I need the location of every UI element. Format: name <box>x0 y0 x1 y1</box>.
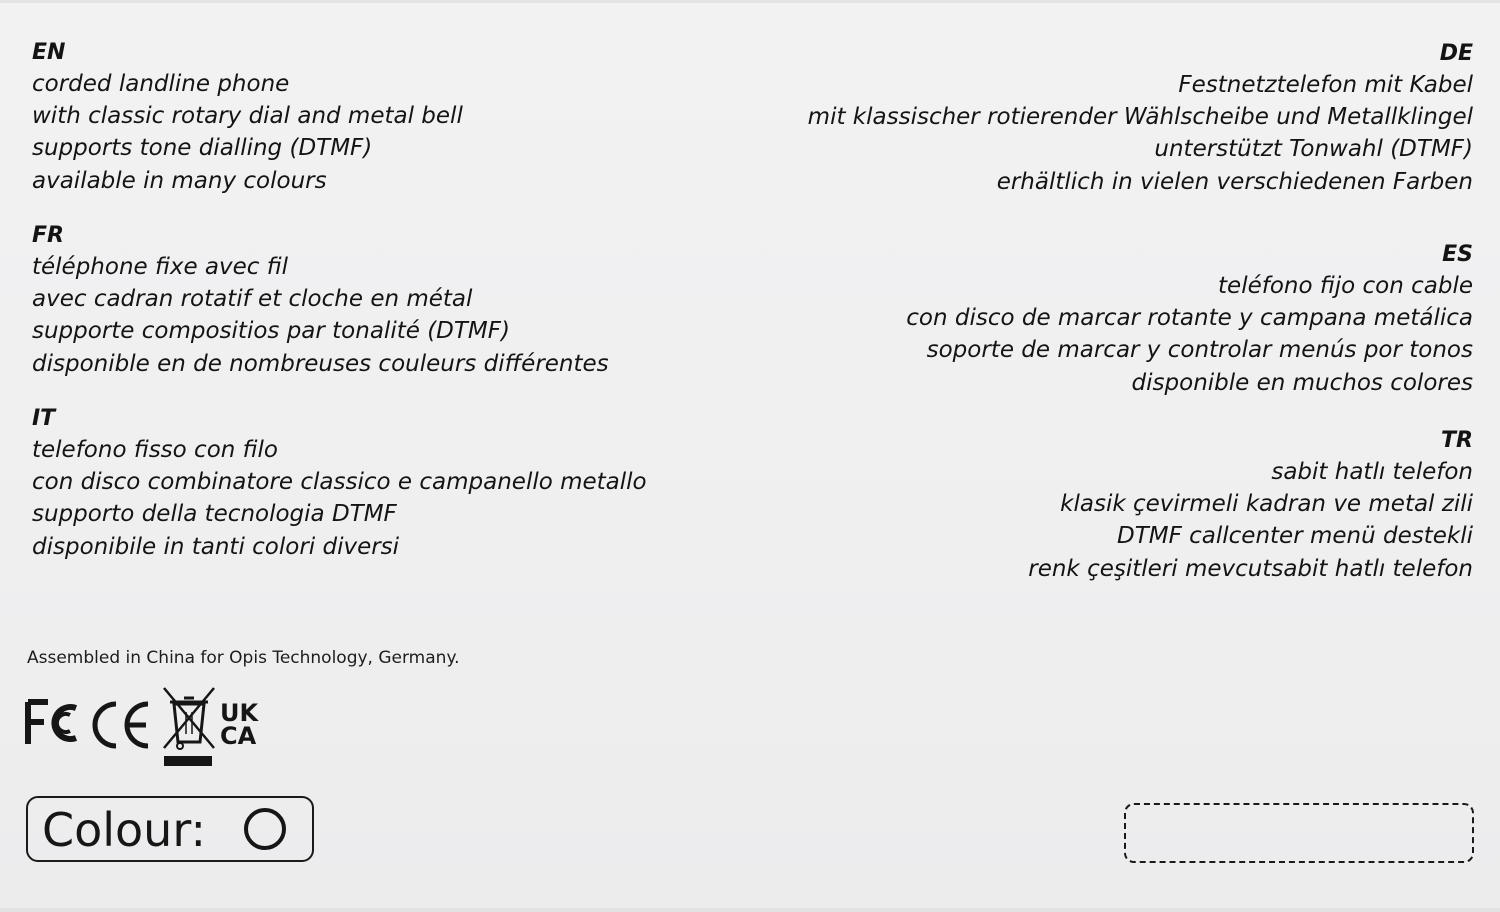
section-it <box>32 404 647 563</box>
section-de <box>808 39 1473 198</box>
en-line-4: available in many colours <box>32 167 327 194</box>
colour-label: Colour: <box>42 803 206 857</box>
ukca-bottom-text: CA <box>220 722 257 750</box>
tr-line-3: DTMF callcenter menü destekli <box>1117 523 1473 550</box>
de-line-3: unterstützt Tonwahl (DTMF) <box>1154 136 1473 163</box>
it-line-2: con disco combinatore classico e campanello metallo <box>32 469 647 496</box>
language-code-tr: TR <box>1441 428 1473 453</box>
assembled-note: Assembled in China for Opis Technology, Germany. <box>27 648 460 668</box>
fr-line-3: supporte compositios par tonalité (DTMF) <box>32 318 510 345</box>
colour-circle-icon <box>244 808 286 850</box>
de-line-2: mit klassischer rotierender Wählscheibe und Metallklingel <box>807 104 1473 131</box>
section-fr <box>32 221 609 380</box>
fr-line-4: disponible en de nombreuses couleurs différentes <box>32 350 609 377</box>
es-line-1: teléfono fijo con cable <box>1218 273 1473 299</box>
section-tr <box>1028 426 1473 585</box>
language-code-en: EN <box>32 40 66 65</box>
en-line-3: supports tone dialling (DTMF) <box>32 135 373 162</box>
ukca-top-text: UK <box>220 699 259 727</box>
de-line-4: erhältlich in vielen verschiedenen Farben <box>996 168 1473 195</box>
it-line-4: disponibile in tanti colori diversi <box>32 533 400 560</box>
colour-box <box>26 796 314 862</box>
section-es <box>906 240 1473 399</box>
es-line-4: disponible en muchos colores <box>1131 369 1473 396</box>
fr-line-1: téléphone fixe avec fil <box>32 254 288 280</box>
section-en <box>32 38 463 197</box>
language-code-es: ES <box>1442 242 1473 267</box>
dashed-sticker-area <box>1124 803 1474 863</box>
en-line-1: corded landline phone <box>32 71 290 97</box>
language-code-fr: FR <box>32 223 64 248</box>
es-line-2: con disco de marcar rotante y campana metálica <box>906 305 1473 332</box>
ukca-mark-icon <box>220 699 268 750</box>
it-line-3: supporto della tecnologia DTMF <box>32 501 397 528</box>
en-line-2: with classic rotary dial and metal bell <box>32 103 463 130</box>
de-line-1: Festnetztelefon mit Kabel <box>1178 72 1473 98</box>
es-line-3: soporte de marcar y controlar menús por tonos <box>926 337 1473 364</box>
language-code-de: DE <box>1439 41 1473 66</box>
crossed-out-wheelie-bin-icon <box>160 686 218 770</box>
tr-line-4: renk çeşitleri mevcutsabit hatlı telefon <box>1028 555 1473 582</box>
fc-mark-icon <box>24 698 84 750</box>
tr-line-1: sabit hatlı telefon <box>1271 459 1473 485</box>
tr-line-2: klasik çevirmeli kadran ve metal zili <box>1060 491 1473 518</box>
it-line-1: telefono fisso con filo <box>32 437 278 463</box>
language-code-it: IT <box>32 406 56 431</box>
certification-marks <box>24 686 284 770</box>
fr-line-2: avec cadran rotatif et cloche en métal <box>32 286 473 313</box>
ce-mark-icon <box>90 700 154 750</box>
